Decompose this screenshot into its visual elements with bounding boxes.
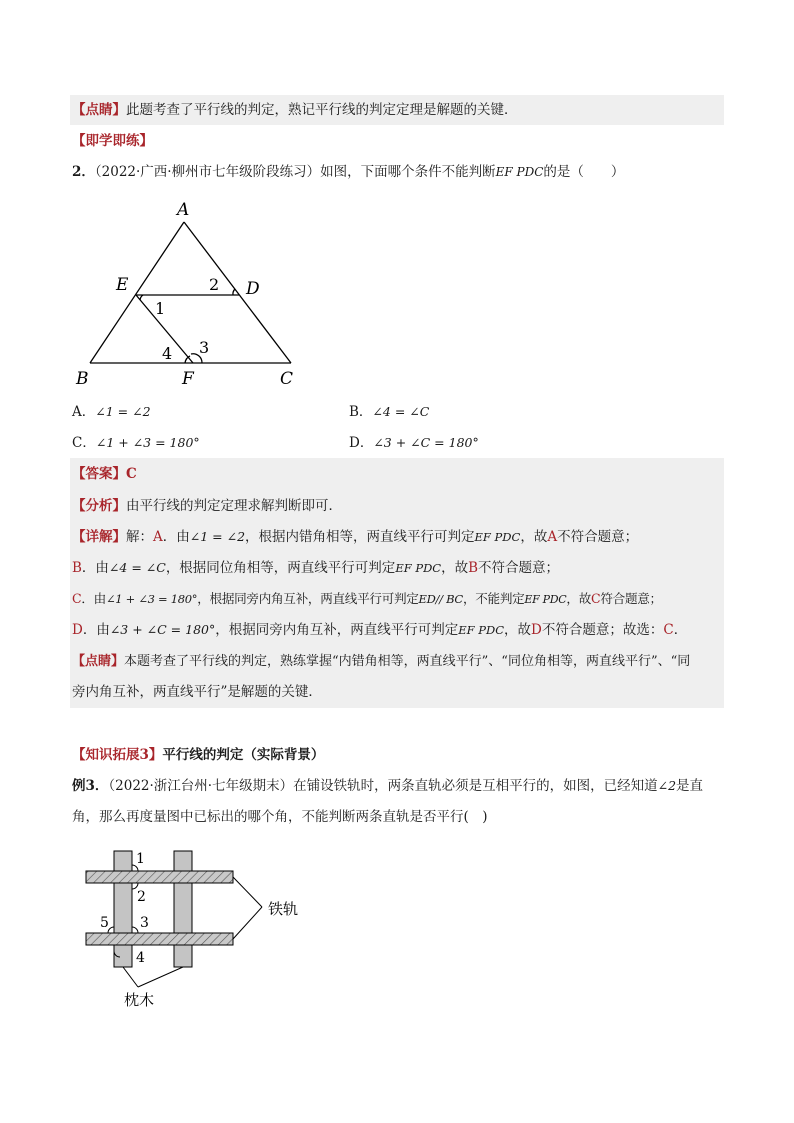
detail-l1-t4: ，故 — [520, 529, 548, 545]
rail-angle-2: 2 — [137, 889, 146, 905]
detail-l2-t2: ．由 — [81, 560, 109, 576]
detail-l2-t5: 不符合题意； — [478, 560, 560, 576]
answer-line — [72, 464, 137, 484]
rail-angle-1: 1 — [136, 851, 145, 867]
detail-l3-m3: EF PDC — [524, 593, 567, 606]
solution-comment-line-2 — [72, 682, 322, 702]
detail-l1-t3: ，根据内错角相等，两直线平行可判定 — [245, 529, 475, 545]
option-a-key: A． — [72, 404, 96, 420]
answer-tag: 【答案】 — [72, 466, 126, 482]
detail-l4-key2: D — [531, 622, 542, 638]
q2-stem-b: 的是（ ） — [543, 164, 625, 180]
option-b-math: ∠4 = ∠C — [372, 404, 430, 419]
ex3-source: （2022·浙江台州·七年级期末） — [108, 778, 294, 794]
rail-angle-3: 3 — [140, 915, 149, 931]
angle-label-1: 1 — [155, 299, 166, 318]
detail-l3-t6: 符合题意； — [600, 591, 662, 606]
ext3-tag: 【知识拓展3】 — [72, 747, 163, 763]
q2-stem — [72, 162, 624, 182]
sleeper-left — [114, 851, 132, 967]
detail-l1-t1: 解： — [126, 529, 153, 545]
detail-line-4 — [72, 620, 687, 640]
option-d — [349, 433, 479, 453]
detail-l4-t2: ．由 — [82, 622, 110, 638]
detail-tag: 【详解】 — [72, 529, 126, 545]
ex3-stem-l1a: 在铺设铁轨时，两条直轨必须是互相平行的，如图，已经知道 — [293, 778, 658, 794]
analysis-tag: 【分析】 — [72, 498, 126, 514]
detail-l3-t2: ．由 — [81, 591, 106, 606]
detail-l4-key: D — [72, 622, 83, 638]
detail-l3-key2: C — [591, 591, 601, 606]
rail-angle-5: 5 — [100, 915, 109, 931]
rail-label: 铁轨 — [268, 900, 299, 918]
detail-line-3 — [72, 589, 662, 610]
comment-text: 此题考查了平行线的判定，熟记平行线的判定定理是解题的关键． — [126, 102, 518, 118]
sleeper-label: 枕木 — [124, 991, 155, 1009]
option-d-math: ∠3 + ∠C = 180° — [373, 435, 479, 450]
ex3-number: 例3． — [72, 778, 109, 794]
solution-comment-line-1 — [72, 652, 690, 672]
angle-label-2: 2 — [209, 275, 220, 294]
q2-number: 2． — [72, 164, 95, 180]
option-b-key: B． — [349, 404, 373, 420]
ext3-heading — [72, 745, 324, 765]
practice-tag: 【即学即练】 — [72, 133, 153, 149]
detail-l3-t4: ，不能判定 — [462, 591, 525, 606]
option-c-math: ∠1 + ∠3 = 180° — [95, 435, 200, 450]
detail-l3-t3: ，根据同旁内角互补，两直线平行可判定 — [197, 591, 419, 606]
detail-l4-t5: 不符合题意；故选： — [541, 622, 664, 638]
triangle-figure — [70, 195, 320, 390]
label-F: F — [182, 369, 194, 389]
solution-comment-tag: 【点睛】 — [72, 654, 125, 669]
angle-label-4: 4 — [162, 344, 173, 363]
detail-l1-m1: ∠1 = ∠2 — [189, 529, 246, 544]
detail-l2-key: B — [72, 560, 82, 576]
q2-source: （2022·广西·柳州市七年级阶段练习） — [94, 164, 321, 180]
ex3-stem-l1b: 是直 — [676, 778, 704, 794]
detail-l1-m2: EF PDC — [474, 530, 521, 544]
detail-l2-m1: ∠4 = ∠C — [108, 560, 166, 575]
detail-l4-t6: ． — [673, 622, 688, 638]
detail-l4-m1: ∠3 + ∠C = 180° — [109, 622, 216, 637]
label-E: E — [116, 275, 129, 295]
detail-l2-t3: ，根据同位角相等，两直线平行可判定 — [165, 560, 396, 576]
option-b — [349, 402, 429, 422]
q2-stem-math: EF PDC — [495, 165, 544, 179]
detail-line-1 — [72, 527, 638, 547]
answer-value: C — [126, 466, 137, 482]
detail-l3-t5: ，故 — [566, 591, 592, 606]
detail-l2-m2: EF PDC — [395, 561, 442, 575]
detail-l1-key2: A — [547, 529, 558, 545]
detail-l3-m1: ∠1 + ∠3 = 180° — [105, 592, 198, 606]
q2-stem-a: 如图，下面哪个条件不能判断 — [320, 164, 496, 180]
detail-l3-key: C — [72, 591, 82, 606]
rail-top — [86, 871, 233, 883]
label-A: A — [177, 200, 190, 220]
practice-heading — [72, 131, 153, 151]
option-c — [72, 433, 200, 453]
option-a — [72, 402, 151, 422]
ext3-title: 平行线的判定（实际背景） — [162, 747, 325, 763]
option-a-math: ∠1 = ∠2 — [95, 404, 151, 419]
detail-l1-t5: 不符合题意； — [557, 529, 639, 545]
label-B: B — [76, 369, 89, 389]
solution-comment-l1: 本题考查了平行线的判定，熟练掌握“内错角相等，两直线平行”、“同位角相等，两直线平行”、“同 — [124, 654, 691, 669]
rail-bottom — [86, 933, 233, 945]
angle-label-3: 3 — [199, 338, 210, 357]
ex3-stem-line-2 — [72, 807, 488, 827]
ex3-stem-l2: 角，那么再度量图中已标出的哪个角，不能判断两条直轨是否平行( ) — [72, 809, 488, 825]
comment-line-1 — [72, 100, 518, 120]
detail-l2-t4: ，故 — [441, 560, 469, 576]
solution-comment-l2: 旁内角互补，两直线平行”是解题的关键． — [72, 684, 322, 700]
rail-angle-4: 4 — [136, 950, 145, 966]
analysis-text: 由平行线的判定定理求解判断即可． — [126, 498, 342, 514]
label-D: D — [246, 279, 260, 299]
sleeper-right — [174, 851, 192, 967]
analysis-line — [72, 496, 342, 516]
option-c-key: C． — [72, 435, 96, 451]
detail-l4-t4: ，故 — [504, 622, 532, 638]
ex3-stem-math: ∠2 — [657, 778, 677, 793]
detail-l4-m2: EF PDC — [458, 623, 505, 637]
label-C: C — [280, 369, 294, 389]
detail-l4-key3: C — [663, 622, 674, 638]
comment-tag: 【点睛】 — [72, 102, 126, 118]
detail-l3-m2: ED// BC — [418, 592, 463, 606]
detail-l1-t2: ．由 — [162, 529, 190, 545]
option-d-key: D． — [349, 435, 374, 451]
railway-figure — [80, 845, 320, 1015]
detail-l2-key2: B — [468, 560, 479, 576]
detail-l1-key: A — [153, 529, 163, 545]
detail-l4-t3: ，根据同旁内角互补，两直线平行可判定 — [215, 622, 459, 638]
detail-line-2 — [72, 558, 559, 578]
ex3-stem-line-1 — [72, 776, 703, 796]
